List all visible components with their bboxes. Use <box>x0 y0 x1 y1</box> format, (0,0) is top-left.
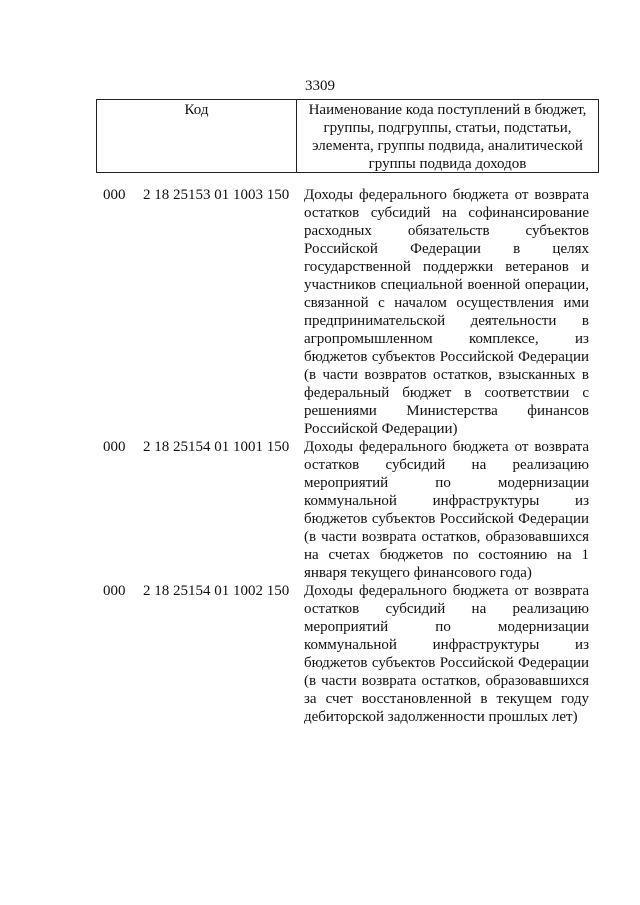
header-code-column: Код <box>97 100 297 172</box>
admin-code: 000 <box>103 583 126 599</box>
table-row <box>0 186 640 438</box>
income-description: Доходы федерального бюджета от возврата остатков субсидий на реализацию мероприятий по модернизации коммунальной инфраструктуры из бюджетов субъектов Российской Федерации (в части возврата остатков, образовавшихся на счетах бюджетов по состоянию на 1 января текущего финансового года) <box>304 439 589 581</box>
page-number: 3309 <box>305 78 335 94</box>
table-header <box>96 99 599 173</box>
income-code: 2 18 25154 01 1002 150 <box>143 583 290 599</box>
income-code: 2 18 25154 01 1001 150 <box>143 439 290 455</box>
admin-code: 000 <box>103 439 126 455</box>
table-row <box>0 582 640 726</box>
table-row <box>0 438 640 582</box>
header-name-column: Наименование кода поступлений в бюджет, группы, подгруппы, статьи, подстатьи, элемента, группы подвида, аналитической группы подвида доходов <box>308 102 587 172</box>
income-description: Доходы федерального бюджета от возврата остатков субсидий на реализацию мероприятий по модернизации коммунальной инфраструктуры из бюджетов субъектов Российской Федерации (в части возврата остатков, образовавшихся за счет восстановленной в текущем году дебиторской задолженности прошлых лет) <box>304 583 589 725</box>
admin-code: 000 <box>103 187 126 203</box>
income-description: Доходы федерального бюджета от возврата остатков субсидий на софинансирование расходных обязательств субъектов Российской Федерации в целях государственной поддержки ветеранов и участников специальной военной операции, связанной с началом осуществления ими предпринимательской деятельности в агропромышленном комплексе, из бюджетов субъектов Российской Федерации (в части возвратов остатков, взысканных в федеральный бюджет в соответствии с решениями Министерства финансов Российской Федерации) <box>304 187 589 437</box>
table-body <box>0 186 640 726</box>
income-code: 2 18 25153 01 1003 150 <box>143 187 290 203</box>
